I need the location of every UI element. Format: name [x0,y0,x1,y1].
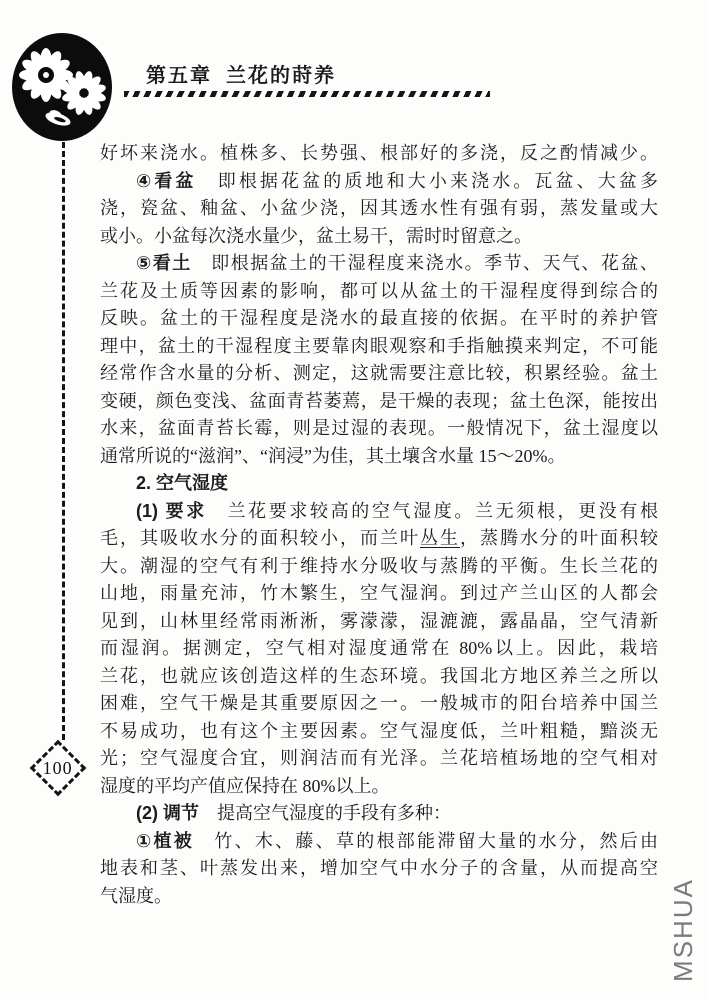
text-line [100,470,658,498]
watermark: MSHUA [668,878,698,982]
run-text: 兰花及土质等因素的影响，都可以从盆土的干湿程度得到综合的 [100,280,658,301]
run-text: 竹、木、藤、草的根部能滞留大量的水分，然后由 [194,830,658,851]
run-text: ，蒸腾水分的叶面积较 [460,528,658,548]
text-line [100,415,658,443]
run-text: 兰花要求较高的空气湿度。兰无须根，更没有根 [206,500,658,521]
text-line [100,195,658,223]
text-line [100,360,658,388]
flower-medallion-icon [12,33,112,141]
page-number: 100 [43,757,73,778]
run-heading: ④看盆 [136,170,197,191]
text-line [100,223,658,251]
run-text: 大。潮湿的空气有利于维持水分吸收与蒸腾的平衡。生长兰花的 [100,555,658,576]
body-text [100,140,658,910]
text-line [100,800,658,828]
run-heading: ①植被 [136,830,195,851]
run-heading: ⑤看土 [136,253,192,273]
run-text: 不易成功，也有这个主要因素。空气湿度低，兰叶粗糙，黯淡无 [100,720,658,741]
run-text: 湿度的平均产值应保持在 80%以上。 [100,775,390,796]
text-line [100,498,658,526]
run-text: 即根据花盆的质地和大小来浇水。瓦盆、大盆多 [196,170,658,191]
text-line [100,443,658,471]
chapter-header [146,64,336,88]
run-text: 地表和茎、叶蒸发出来，增加空气中水分子的含量，从而提高空 [100,858,658,878]
text-line [100,773,658,801]
text-line [100,828,658,856]
chapter-title: 兰花的莳养 [226,65,336,87]
chapter-number: 第五章 [146,65,212,87]
text-line [100,305,658,333]
run-text: 好坏来浇水。植株多、长势强、根部好的多浇，反之酌情减少。 [100,143,658,163]
text-line [100,250,658,278]
run-text: 毛，其吸收水分的面积较小，而兰叶 [100,528,420,548]
run-text: 提高空气湿度的手段有多种： [199,803,451,823]
run-text: 兰花，也就应该创造这样的生态环境。我国北方地区养兰之所以 [100,665,658,686]
text-line [100,580,658,608]
vertical-dashed-line [62,142,65,740]
text-line [100,553,658,581]
run-text: 山地，雨量充沛，竹木繁生，空气湿润。到过产兰山区的人都会 [100,583,658,603]
run-heading: 2. 空气湿度 [136,473,229,493]
run-text: 水来，盆面青苔长霉，则是过湿的表现。一般情况下，盆土湿度以 [100,418,658,438]
run-text: 浇，瓷盆、釉盆、小盆少浇，因其透水性有强有弱，蒸发量或大 [100,198,658,218]
run-text: 见到，山林里经常雨淅淅，雾濛濛，湿漉漉，露晶晶，空气清新 [100,610,658,631]
run-text: 反映。盆土的干湿程度是浇水的最直接的依据。在平时的养护管 [100,308,658,328]
text-line [100,333,658,361]
text-line [100,718,658,746]
run-text: 经常作含水量的分析、测定，这就需要注意比较，积累经验。盆土 [100,363,658,383]
run-emphasized: 丛生 [420,528,460,548]
text-line [100,140,658,168]
run-text: 气湿度。 [100,885,172,906]
run-text: 理中，盆土的干湿程度主要靠肉眼观察和手指触摸来判定，不可能 [100,335,658,356]
text-line [100,608,658,636]
run-text: 变硬，颜色变浅、盆面青苔萎蔫，是干燥的表现；盆土色深，能按出 [100,390,658,411]
text-line [100,278,658,306]
text-line [100,388,658,416]
run-text: 即根据盆土的干湿程度来浇水。季节、天气、花盆、 [191,253,658,273]
text-line [100,883,658,911]
text-line [100,168,658,196]
run-text: 或小。小盆每次浇水量少，盆土易干，需时时留意之。 [100,225,532,246]
text-line [100,663,658,691]
run-heading: (1) 要求 [136,500,207,521]
run-text: 光；空气湿度合宜，则润洁而有光泽。兰花培植场地的空气相对 [100,748,658,768]
text-line [100,635,658,663]
text-line [100,745,658,773]
text-line [100,690,658,718]
header-dashed-rule [124,91,490,97]
run-heading: (2) 调节 [136,803,199,823]
text-line [100,525,658,553]
page-number-diamond [30,740,87,797]
run-text: 困难，空气干燥是其重要原因之一。一般城市的阳台培养中国兰 [100,693,658,713]
run-text: 通常所说的“滋润”、“润浸”为佳，其土壤含水量 15～20%。 [100,445,566,466]
text-line [100,855,658,883]
run-text: 而湿润。据测定，空气相对湿度通常在 80%以上。因此，栽培 [100,638,658,658]
